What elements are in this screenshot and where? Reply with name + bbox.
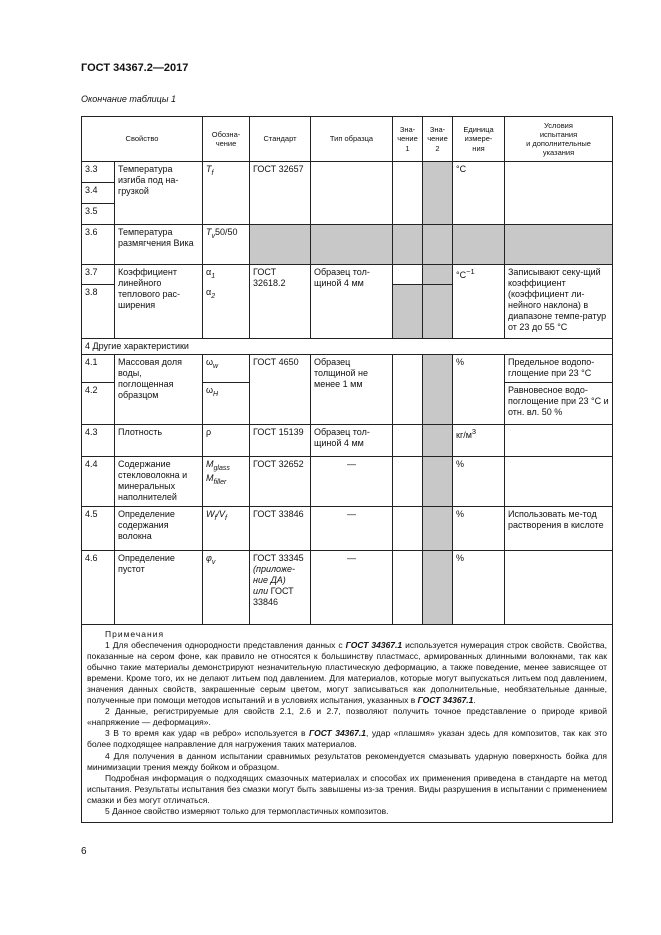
col-header-specimen: Тип образца — [311, 117, 393, 162]
unit: % — [453, 507, 505, 551]
value2 — [423, 162, 453, 225]
conditions: Равновесное водо-поглощение при 23 °С и отн. вл. 50 % — [505, 383, 613, 425]
standard — [250, 225, 311, 265]
specimen: Образец тол-щиной 4 мм — [311, 425, 393, 457]
row-number: 3.8 — [82, 285, 115, 339]
table-row — [82, 551, 613, 625]
property-name: Температура размягчения Вика — [115, 225, 203, 265]
table-header-row — [82, 117, 613, 162]
properties-table — [81, 116, 613, 823]
symbol: $\alpha_1$ — [203, 265, 250, 285]
row-number: 4.4 — [82, 457, 115, 507]
property-name: Определение пустот — [115, 551, 203, 625]
unit: $кг/м^3$ — [453, 425, 505, 457]
value2 — [423, 265, 453, 285]
table-row — [82, 507, 613, 551]
specimen: — — [311, 551, 393, 625]
conditions — [505, 551, 613, 625]
property-name: Определение содержания волокна — [115, 507, 203, 551]
value1 — [393, 355, 423, 425]
standard: ГОСТ 33846 — [250, 507, 311, 551]
value2 — [423, 425, 453, 457]
standard: ГОСТ 4650 — [250, 355, 311, 425]
value1 — [393, 425, 423, 457]
symbol: $\varphi_v$ — [203, 551, 250, 625]
standard: ГОСТ 32652 — [250, 457, 311, 507]
conditions — [505, 162, 613, 225]
value1 — [393, 162, 423, 225]
col-header-symbol: Обозна- чение — [203, 117, 250, 162]
standard: ГОСТ 32657 — [250, 162, 311, 225]
conditions — [505, 425, 613, 457]
conditions: Предельное водопо-глощение при 23 °С — [505, 355, 613, 383]
value2 — [423, 285, 453, 339]
symbol: $\omega_w$ — [203, 355, 250, 383]
col-header-conditions: Условия испытания и дополнительные указания — [505, 117, 613, 162]
conditions: Записывают секу-щий коэффициент (коэффициент ли-нейного наклона) в диапазоне темпе-ратур от 23 до 55 °С — [505, 265, 613, 339]
specimen — [311, 225, 393, 265]
standard: ГОСТ 15139 — [250, 425, 311, 457]
row-number: 4.1 — [82, 355, 115, 383]
row-number: 4.5 — [82, 507, 115, 551]
row-number: 3.4 — [82, 183, 115, 204]
note-4: 4 Для получения в данном испытании сравнимых результатов рекомендуется смазывать ударную поверхность бойка для минимизации трения между бойком и образцом. — [87, 750, 607, 772]
value2 — [423, 457, 453, 507]
notes-row — [82, 625, 613, 823]
table-caption: Окончание таблицы 1 — [81, 94, 176, 104]
section-title: 4 Другие характеристики — [82, 339, 613, 355]
table-row — [82, 162, 613, 183]
unit: % — [453, 551, 505, 625]
standard: ГОСТ 32618.2 — [250, 265, 311, 339]
specimen: — — [311, 507, 393, 551]
symbol: ρ — [203, 425, 250, 457]
unit: °С — [453, 162, 505, 225]
unit: % — [453, 457, 505, 507]
row-number: 4.3 — [82, 425, 115, 457]
symbol: $T_v50/50$ — [203, 225, 250, 265]
symbol: $\alpha_2$ — [203, 285, 250, 339]
table-row — [82, 265, 613, 285]
page-number: 6 — [81, 846, 87, 857]
note-5: 5 Данное свойство измеряют только для термопластичных композитов. — [105, 805, 389, 816]
property-name: Плотность — [115, 425, 203, 457]
col-header-value1: Зна- чение 1 — [393, 117, 423, 162]
value2 — [423, 225, 453, 265]
note-1: 1 Для обеспечения однородности представления данных с ГОСТ 34367.1 используется нумерация строк свойств. Свойства, показанные на сером фоне, как правило не относятся к большинству пластмасс, армированных длинными волокнами, так как обычно такие материалы демонстрируют незначительную пластическую деформацию, а также поведение, менее зависящее от времени. Кроме того, их не делают литьем под давлением. Для материалов, которые могут выпускаться литьем под давлением, значения данных свойств, закрашенные серым цветом, могут записываться как дополнительные, необязательные данные, полученные при помощи методов испытаний и в условиях испытания, указанных в ГОСТ 34367.1. — [87, 640, 608, 706]
value1 — [393, 551, 423, 625]
row-number: 3.5 — [82, 204, 115, 225]
col-header-standard: Стандарт — [250, 117, 311, 162]
notes-title: Примечания — [105, 629, 165, 639]
unit: $^\circ С^{-1}$ — [453, 265, 505, 339]
symbol: $M_{glass}$ $M_{filler}$ — [203, 457, 250, 507]
row-number: 4.2 — [82, 383, 115, 425]
table-row — [82, 225, 613, 265]
property-name: Температура изгиба под на-грузкой — [115, 162, 203, 225]
row-number: 3.6 — [82, 225, 115, 265]
row-number: 4.6 — [82, 551, 115, 625]
note-4-detail: Подробная информация о подходящих смазочных материалах и способах их применения приведена в стандарте на метод испытания. Результаты испытания без смазки могут быть завышены из-за трения. Виды разрушения в испытании с применением смазки и без могут отличаться. — [87, 772, 607, 805]
specimen — [311, 162, 393, 225]
standard: ГОСТ 33345 (приложе-ние ДА) или ГОСТ 33846 — [250, 551, 311, 625]
unit: % — [453, 355, 505, 425]
symbol: $\omega_H$ — [203, 383, 250, 425]
value1 — [393, 225, 423, 265]
value2 — [423, 551, 453, 625]
property-name: Содержание стекловолокна и минеральных наполнителей — [115, 457, 203, 507]
property-name: Массовая доля воды, поглощенная образцом — [115, 355, 203, 425]
value1 — [393, 265, 423, 285]
table-row — [82, 457, 613, 507]
specimen: Образец толщиной не менее 1 мм — [311, 355, 393, 425]
col-header-value2: Зна- чение 2 — [423, 117, 453, 162]
value1 — [393, 285, 423, 339]
note-3: 3 В то время как удар «в ребро» используется в ГОСТ 34367.1, удар «плашмя» указан здесь для композитов, так как это более подходящее направление для нагружения таких материалов. — [87, 728, 607, 750]
table-row — [82, 355, 613, 383]
document-title: ГОСТ 34367.2—2017 — [81, 62, 189, 74]
specimen: Образец тол-щиной 4 мм — [311, 265, 393, 339]
value1 — [393, 507, 423, 551]
symbol: $W_f/V_f$ — [203, 507, 250, 551]
table-notes — [82, 625, 613, 823]
value2 — [423, 507, 453, 551]
conditions: Использовать ме-тод растворения в кислоте — [505, 507, 613, 551]
note-2: 2 Данные, регистрируемые для свойств 2.1, 2.6 и 2.7, позволяют получить точное представление о природе кривой «напряжение — деформация». — [87, 706, 607, 728]
conditions — [505, 457, 613, 507]
property-name: Коэффициент линейного теплового рас-ширения — [115, 265, 203, 339]
specimen: — — [311, 457, 393, 507]
row-number: 3.7 — [82, 265, 115, 285]
col-header-unit: Единица измере- ния — [453, 117, 505, 162]
row-number: 3.3 — [82, 162, 115, 183]
table-section-row — [82, 339, 613, 355]
value1 — [393, 457, 423, 507]
col-header-property: Свойство — [82, 117, 203, 162]
unit — [453, 225, 505, 265]
symbol: $T_f$ — [203, 162, 250, 225]
table-row — [82, 425, 613, 457]
value2 — [423, 355, 453, 425]
conditions — [505, 225, 613, 265]
